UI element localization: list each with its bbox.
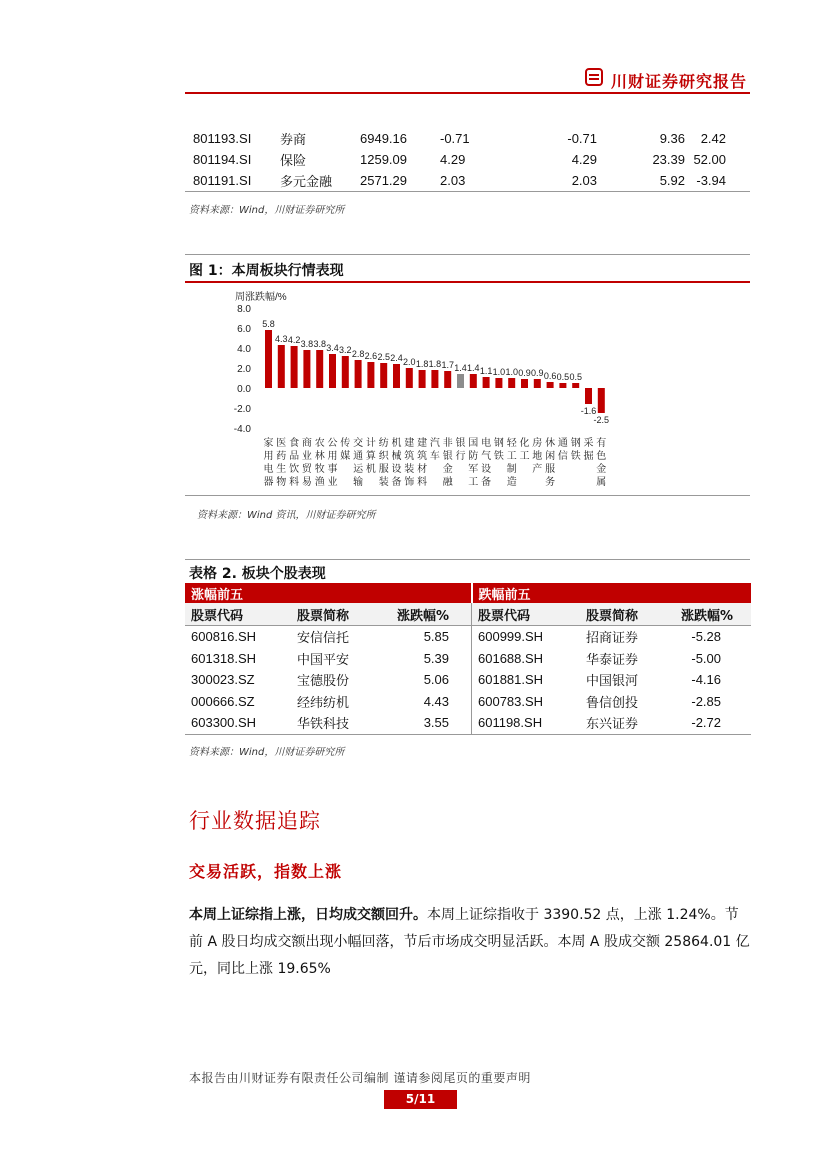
bar-2: [278, 345, 285, 388]
data-label: -1.6: [580, 406, 597, 416]
x-tick-label: 电气设备: [481, 438, 492, 488]
table-row: [185, 170, 750, 192]
table-cell: 宝德股份: [297, 674, 350, 690]
data-label: 3.2: [339, 345, 352, 355]
table-cell: 券商: [280, 133, 307, 148]
table-cell: -2.72: [691, 715, 721, 731]
table-cell: -2.85: [691, 693, 721, 709]
table-cell: 招商证券: [586, 631, 639, 647]
bar-16: [457, 374, 464, 388]
y-tick-label: 6.0: [237, 324, 251, 335]
table-row: [185, 712, 751, 734]
bar-12: [406, 368, 413, 388]
data-label: 3.4: [326, 343, 339, 353]
bar-25: [572, 383, 579, 388]
y-tick-label: 2.0: [237, 364, 251, 375]
data-label: 1.4: [454, 363, 467, 373]
table-cell: 4.29: [440, 152, 466, 167]
bar-7: [342, 356, 349, 388]
x-tick-label: 轻工制造: [506, 438, 517, 488]
y-axis-label: 周涨跌幅/%: [235, 292, 287, 303]
table-cell: 801194.SI: [193, 152, 252, 167]
y-tick-label: 4.0: [237, 344, 251, 355]
table-row: [185, 669, 751, 691]
table-cell: 2.03: [571, 173, 597, 188]
bar-22: [534, 379, 541, 388]
table-cell: 2.03: [440, 173, 466, 188]
x-tick-label: 通信: [557, 438, 568, 462]
x-tick-label: 房地产: [532, 438, 543, 475]
data-label: 1.1: [479, 366, 493, 376]
data-label: 2.0: [403, 357, 416, 367]
table-cell: 鲁信创投: [586, 695, 639, 711]
paragraph-text: 本周上证综指收于 3390.52 点，上涨 1.24%。节前 A 股日均成交额出现小幅回落，节后市场成交明显活跃。本周 A 股成交额 25864.01 亿元，同比上涨 19.65%: [189, 907, 750, 977]
losers-band: 跌幅前五: [472, 583, 752, 603]
x-tick-label: 计算机: [365, 438, 376, 475]
table-cell: 5.39: [423, 650, 449, 666]
column-header: 股票代码: [472, 603, 567, 626]
x-tick-label: 机械设备: [391, 438, 402, 488]
table-cell: 600783.SH: [472, 691, 567, 713]
bar-20: [508, 378, 515, 388]
table-cell: 经纬纺机: [297, 695, 350, 711]
data-label: 1.7: [441, 360, 454, 370]
bar-17: [470, 374, 477, 388]
figure-top-rule: [185, 254, 750, 255]
bar-10: [380, 363, 387, 388]
paragraph-lead: 本周上证综指上涨，日均成交额回升。: [189, 907, 427, 923]
table-cell: 多元金融: [280, 175, 333, 190]
table-cell: 2571.29: [360, 173, 407, 188]
bar-1: [265, 330, 272, 388]
bar-23: [547, 382, 554, 388]
bar-14: [431, 370, 438, 388]
table-cell: 601881.SH: [472, 669, 567, 691]
table-cell: 5.92: [659, 173, 685, 188]
data-label: 4.2: [287, 335, 301, 345]
table-cell: -5.00: [691, 650, 721, 666]
data-label: 2.5: [377, 352, 390, 362]
bar-27: [598, 388, 605, 413]
x-tick-label: 纺织服装: [378, 438, 389, 488]
bar-8: [355, 360, 362, 388]
x-tick-label: 商业贸易: [301, 438, 312, 488]
sector-performance-chart: [185, 284, 750, 494]
report-header-title: 川财证券研究报告: [611, 72, 748, 91]
table-cell: 4.43: [423, 693, 449, 709]
table-cell: 601688.SH: [472, 648, 567, 670]
y-tick-label: 8.0: [237, 304, 251, 315]
table-cell: 601198.SH: [472, 712, 567, 734]
x-tick-label: 有色金属: [596, 438, 607, 488]
table-cell: 9.36: [659, 131, 685, 146]
table-cell: 保险: [280, 154, 307, 169]
x-tick-label: 交通运输: [353, 438, 364, 488]
sector-index-table: [185, 128, 750, 192]
table-cell: 000666.SZ: [191, 693, 255, 709]
header-divider: [185, 92, 750, 94]
table-cell: 华铁科技: [297, 717, 350, 733]
figure-title: 图 1：本周板块行情表现: [189, 263, 344, 279]
table-cell: 1259.09: [360, 152, 407, 167]
table-cell: 52.00: [693, 152, 726, 167]
x-tick-label: 钢铁: [570, 438, 581, 462]
data-label: 1.8: [415, 359, 429, 369]
table-cell: 2.42: [700, 131, 726, 146]
footer-disclaimer: 本报告由川财证券有限责任公司编制 谨请参阅尾页的重要声明: [189, 1071, 531, 1085]
data-label: 0.9: [518, 368, 531, 378]
x-tick-label: 农林牧渔: [314, 438, 325, 488]
bar-18: [483, 377, 490, 388]
table-cell: 中国银河: [586, 674, 639, 690]
data-label: 1.4: [467, 363, 480, 373]
figure-title-rule: [185, 281, 750, 283]
bar-13: [419, 370, 426, 388]
x-tick-label: 钢铁: [493, 438, 504, 462]
table-cell: 华泰证券: [586, 652, 639, 668]
data-label: 1.8: [428, 359, 442, 369]
company-logo-icon: [585, 68, 603, 86]
figure-bottom-rule: [185, 495, 750, 496]
x-tick-label: 家用电器: [263, 438, 274, 488]
x-tick-label: 传媒: [340, 438, 351, 462]
column-header: 股票简称: [277, 603, 381, 626]
table-band-row: [185, 583, 751, 603]
table-cell: 801191.SI: [193, 173, 252, 188]
x-tick-label: 食品饮料: [289, 438, 300, 488]
data-label: 5.8: [262, 319, 275, 329]
x-tick-label: 公用事业: [327, 438, 338, 488]
table-row: [185, 691, 751, 713]
table-cell: 安信信托: [297, 631, 350, 647]
section-heading: 行业数据追踪: [189, 809, 321, 833]
subsection-heading: 交易活跃，指数上涨: [189, 862, 343, 881]
column-header: 股票简称: [566, 603, 674, 626]
table-source-note: 资料来源：Wind，川财证券研究所: [189, 205, 345, 216]
column-header: 涨跌幅%: [674, 603, 751, 626]
table-cell: -3.94: [696, 173, 726, 188]
table-cell: -4.16: [691, 672, 721, 688]
data-label: 2.8: [351, 349, 365, 359]
table-cell: 5.85: [423, 629, 449, 645]
bar-24: [559, 383, 566, 388]
column-header: 股票代码: [185, 603, 277, 626]
data-label: 0.5: [556, 372, 570, 382]
page-number: 5/11: [384, 1090, 457, 1109]
data-label: -2.5: [593, 415, 610, 425]
figure-source-note: 资料来源：Wind 资讯，川财证券研究所: [197, 510, 376, 521]
table-cell: 600999.SH: [472, 626, 567, 648]
table-cell: 6949.16: [360, 131, 407, 146]
bar-15: [444, 371, 451, 388]
x-tick-label: 国防军工: [468, 438, 479, 488]
y-tick-label: -2.0: [233, 404, 251, 415]
table-row: [185, 626, 751, 648]
data-label: 0.9: [531, 368, 544, 378]
table-cell: -0.71: [567, 131, 597, 146]
data-label: 2.4: [390, 353, 403, 363]
table-cell: 601318.SH: [191, 650, 257, 666]
table-cell: -5.28: [691, 629, 721, 645]
table-cell: 东兴证券: [586, 717, 639, 733]
bar-6: [329, 354, 336, 388]
table-cell: 801193.SI: [193, 131, 252, 146]
x-tick-label: 汽车: [429, 438, 440, 462]
bar-19: [495, 378, 502, 388]
x-tick-label: 休闲服务: [545, 438, 556, 488]
bar-9: [367, 362, 374, 388]
x-tick-label: 银行: [455, 438, 466, 462]
table-cell: 23.39: [652, 152, 685, 167]
bar-11: [393, 364, 400, 388]
x-tick-label: 化工: [519, 438, 530, 462]
bar-21: [521, 379, 528, 388]
table-row: [185, 128, 750, 149]
x-tick-label: 建筑材料: [417, 438, 428, 488]
table-cell: 中国平安: [297, 652, 350, 668]
table2-top-rule: [185, 559, 750, 560]
data-label: 3.8: [313, 339, 326, 349]
bar-3: [291, 346, 298, 388]
data-label: 2.6: [364, 351, 378, 361]
bar-5: [316, 350, 323, 388]
x-tick-label: 医药生物: [276, 438, 287, 488]
table-cell: 603300.SH: [191, 715, 257, 731]
data-label: 4.3: [275, 334, 288, 344]
x-tick-label: 非银金融: [442, 438, 453, 488]
bar-4: [303, 350, 310, 388]
table-row: [185, 149, 750, 170]
y-tick-label: -4.0: [233, 424, 251, 435]
table-cell: -0.71: [440, 131, 470, 146]
column-header: 涨跌幅%: [381, 603, 472, 626]
body-paragraph: [189, 902, 751, 983]
gainers-band: 涨幅前五: [185, 583, 472, 603]
x-tick-label: 采掘: [583, 438, 594, 462]
table-cell: 5.06: [423, 672, 449, 688]
bar-26: [585, 388, 592, 404]
table-header-row: [185, 603, 751, 626]
y-tick-label: 0.0: [237, 384, 251, 395]
table-cell: 4.29: [571, 152, 597, 167]
stock-performance-table: [185, 583, 751, 735]
data-label: 1.0: [492, 367, 506, 377]
table-cell: 3.55: [423, 715, 449, 731]
table2-source-note: 资料来源：Wind，川财证券研究所: [189, 747, 345, 758]
table-cell: 600816.SH: [191, 629, 257, 645]
data-label: 3.8: [300, 339, 314, 349]
data-label: 1.0: [505, 367, 518, 377]
table-cell: 300023.SZ: [191, 672, 255, 688]
table-row: [185, 648, 751, 670]
table2-title: 表格 2. 板块个股表现: [189, 566, 326, 582]
data-label: 0.5: [569, 372, 582, 382]
x-tick-label: 建筑装饰: [404, 438, 415, 488]
data-label: 0.6: [543, 371, 557, 381]
